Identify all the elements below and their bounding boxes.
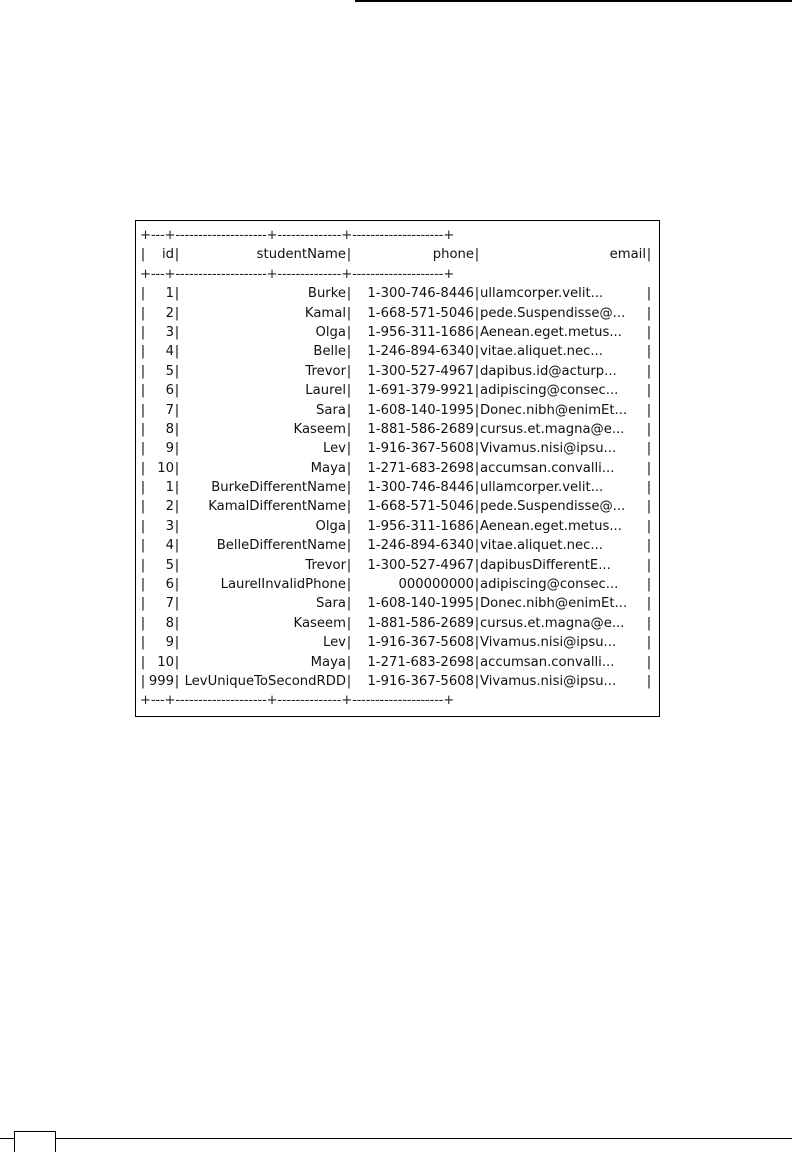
cell-id: 1: [165, 480, 174, 496]
cell-email: Donec.nibh@enimEt...: [480, 402, 628, 418]
table-border-header: +---+--------------------+--------------+--------------------+: [140, 266, 455, 282]
table-row: | 10 | Maya | 1-271-683-2698 | accumsan.convalli... |: [140, 653, 652, 672]
cell-phone: 1-246-894-6340: [367, 344, 474, 360]
cell-id: 10: [157, 654, 174, 670]
cell-studentname: Belle: [313, 344, 346, 360]
cell-email: dapibus.id@acturp...: [480, 363, 617, 379]
table-row: | 9 | Lev | 1-916-367-5608 | Vivamus.nisi@ipsu... |: [140, 633, 652, 652]
cell-id: 5: [165, 363, 174, 379]
cell-email: ullamcorper.velit...: [480, 480, 604, 496]
cell-studentname: Burke: [307, 286, 346, 302]
ascii-table: [140, 226, 652, 711]
table-border-bottom: +---+--------------------+--------------+--------------------+: [140, 693, 455, 709]
table-header-row: | id | studentName | phone | email |: [140, 245, 652, 264]
cell-id: 8: [165, 421, 174, 437]
cell-id: 5: [165, 557, 174, 573]
cell-phone: 1-881-586-2689: [367, 421, 474, 437]
cell-id: 7: [165, 596, 174, 612]
cell-id: 999: [148, 673, 174, 689]
cell-email: Vivamus.nisi@ipsu...: [480, 673, 617, 689]
table-row: | 999 | LevUniqueToSecondRDD | 1-916-367-5608 | Vivamus.nisi@ipsu... |: [140, 672, 652, 691]
cell-email: Donec.nibh@enimEt...: [480, 596, 628, 612]
table-row: | 8 | Kaseem | 1-881-586-2689 | cursus.et.magna@e... |: [140, 420, 652, 439]
cell-id: 4: [165, 538, 174, 554]
table-row: | 10 | Maya | 1-271-683-2698 | accumsan.convalli... |: [140, 459, 652, 478]
cell-email: Aenean.eget.metus...: [480, 518, 622, 534]
cell-email: vitae.aliquet.nec...: [480, 344, 603, 360]
table-row: | 2 | Kamal | 1-668-571-5046 | pede.Suspendisse@... |: [140, 304, 652, 323]
cell-email: Vivamus.nisi@ipsu...: [480, 635, 617, 651]
cell-studentname: Laurel: [305, 383, 346, 399]
table-row: | 1 | Burke | 1-300-746-8446 | ullamcorper.velit... |: [140, 284, 652, 303]
cell-phone: 1-668-571-5046: [367, 499, 474, 515]
cell-id: 6: [165, 577, 174, 593]
cell-email: pede.Suspendisse@...: [480, 305, 626, 321]
cell-phone: 1-956-311-1686: [367, 518, 474, 534]
cell-studentname: LevUniqueToSecondRDD: [184, 673, 346, 689]
cell-studentname: BelleDifferentName: [216, 538, 346, 554]
table-output-figure: [135, 220, 660, 717]
cell-studentname: Olga: [315, 518, 346, 534]
cell-studentname: LaurelInvalidPhone: [220, 577, 346, 593]
page-number-box: [14, 1131, 56, 1152]
cell-phone: 1-881-586-2689: [367, 615, 474, 631]
cell-studentname: Sara: [316, 596, 346, 612]
table-row: | 6 | Laurel | 1-691-379-9921 | adipiscing@consec... |: [140, 381, 652, 400]
cell-studentname: KamalDifferentName: [208, 499, 346, 515]
cell-id: 9: [165, 635, 174, 651]
cell-studentname: Trevor: [305, 557, 346, 573]
cell-studentname: Kamal: [304, 305, 346, 321]
table-row: | 7 | Sara | 1-608-140-1995 | Donec.nibh@enimEt... |: [140, 594, 652, 613]
cell-id: 3: [165, 518, 174, 534]
cell-studentname: Olga: [315, 324, 346, 340]
cell-phone: 1-691-379-9921: [367, 383, 474, 399]
column-header-id: id: [161, 247, 174, 263]
table-row: | 3 | Olga | 1-956-311-1686 | Aenean.eget.metus... |: [140, 323, 652, 342]
column-header-email: email: [609, 247, 646, 263]
cell-studentname: Trevor: [305, 363, 346, 379]
cell-phone: 1-246-894-6340: [367, 538, 474, 554]
table-row: | 4 | BelleDifferentName | 1-246-894-6340 | vitae.aliquet.nec... |: [140, 536, 652, 555]
table-row: | 3 | Olga | 1-956-311-1686 | Aenean.eget.metus... |: [140, 517, 652, 536]
cell-studentname: Lev: [322, 635, 346, 651]
cell-phone: 1-300-527-4967: [367, 557, 474, 573]
cell-phone: 1-608-140-1995: [367, 596, 474, 612]
table-row: | 5 | Trevor | 1-300-527-4967 | dapibus.id@acturp... |: [140, 362, 652, 381]
cell-phone: 1-668-571-5046: [367, 305, 474, 321]
cell-id: 1: [165, 286, 174, 302]
cell-phone: 1-300-746-8446: [367, 286, 474, 302]
table-body: [140, 284, 652, 691]
table-row: | 7 | Sara | 1-608-140-1995 | Donec.nibh@enimEt... |: [140, 401, 652, 420]
cell-email: Aenean.eget.metus...: [480, 324, 622, 340]
cell-email: vitae.aliquet.nec...: [480, 538, 603, 554]
cell-phone: 1-271-683-2698: [367, 460, 474, 476]
cell-studentname: Sara: [316, 402, 346, 418]
cell-email: accumsan.convalli...: [480, 460, 615, 476]
table-row: | 1 | BurkeDifferentName | 1-300-746-8446 | ullamcorper.velit... |: [140, 478, 652, 497]
cell-phone: 1-956-311-1686: [367, 324, 474, 340]
cell-email: adipiscing@consec...: [480, 383, 619, 399]
cell-email: pede.Suspendisse@...: [480, 499, 626, 515]
cell-email: dapibusDifferentE...: [480, 557, 611, 573]
cell-id: 8: [165, 615, 174, 631]
cell-id: 3: [165, 324, 174, 340]
cell-id: 7: [165, 402, 174, 418]
cell-email: cursus.et.magna@e...: [480, 421, 625, 437]
table-border-top: +---+--------------------+--------------+--------------------+: [140, 228, 455, 243]
top-rule: [355, 0, 792, 2]
table-row: | 5 | Trevor | 1-300-527-4967 | dapibusDifferentE... |: [140, 556, 652, 575]
cell-id: 4: [165, 344, 174, 360]
table-row: | 8 | Kaseem | 1-881-586-2689 | cursus.et.magna@e... |: [140, 614, 652, 633]
cell-id: 2: [165, 499, 174, 515]
cell-phone: 000000000: [398, 577, 474, 593]
cell-phone: 1-608-140-1995: [367, 402, 474, 418]
cell-phone: 1-300-527-4967: [367, 363, 474, 379]
cell-email: adipiscing@consec...: [480, 577, 619, 593]
table-row: | 2 | KamalDifferentName | 1-668-571-5046 | pede.Suspendisse@... |: [140, 497, 652, 516]
column-header-studentname: studentName: [256, 247, 346, 263]
table-row: | 4 | Belle | 1-246-894-6340 | vitae.aliquet.nec... |: [140, 342, 652, 361]
cell-id: 10: [157, 460, 174, 476]
cell-phone: 1-916-367-5608: [367, 441, 474, 457]
cell-id: 6: [165, 383, 174, 399]
cell-email: Vivamus.nisi@ipsu...: [480, 441, 617, 457]
cell-studentname: Maya: [310, 460, 346, 476]
cell-studentname: Maya: [310, 654, 346, 670]
cell-email: cursus.et.magna@e...: [480, 615, 625, 631]
cell-studentname: BurkeDifferentName: [211, 480, 346, 496]
cell-phone: 1-916-367-5608: [367, 673, 474, 689]
cell-id: 2: [165, 305, 174, 321]
cell-email: ullamcorper.velit...: [480, 286, 604, 302]
cell-phone: 1-271-683-2698: [367, 654, 474, 670]
cell-studentname: Kaseem: [293, 615, 346, 631]
cell-phone: 1-916-367-5608: [367, 635, 474, 651]
column-header-phone: phone: [432, 247, 474, 263]
cell-id: 9: [165, 441, 174, 457]
table-row: | 9 | Lev | 1-916-367-5608 | Vivamus.nisi@ipsu... |: [140, 439, 652, 458]
cell-email: accumsan.convalli...: [480, 654, 615, 670]
cell-studentname: Kaseem: [293, 421, 346, 437]
cell-phone: 1-300-746-8446: [367, 480, 474, 496]
cell-studentname: Lev: [322, 441, 346, 457]
table-row: | 6 | LaurelInvalidPhone | 000000000 | adipiscing@consec... |: [140, 575, 652, 594]
footer-rule: [0, 1138, 792, 1139]
